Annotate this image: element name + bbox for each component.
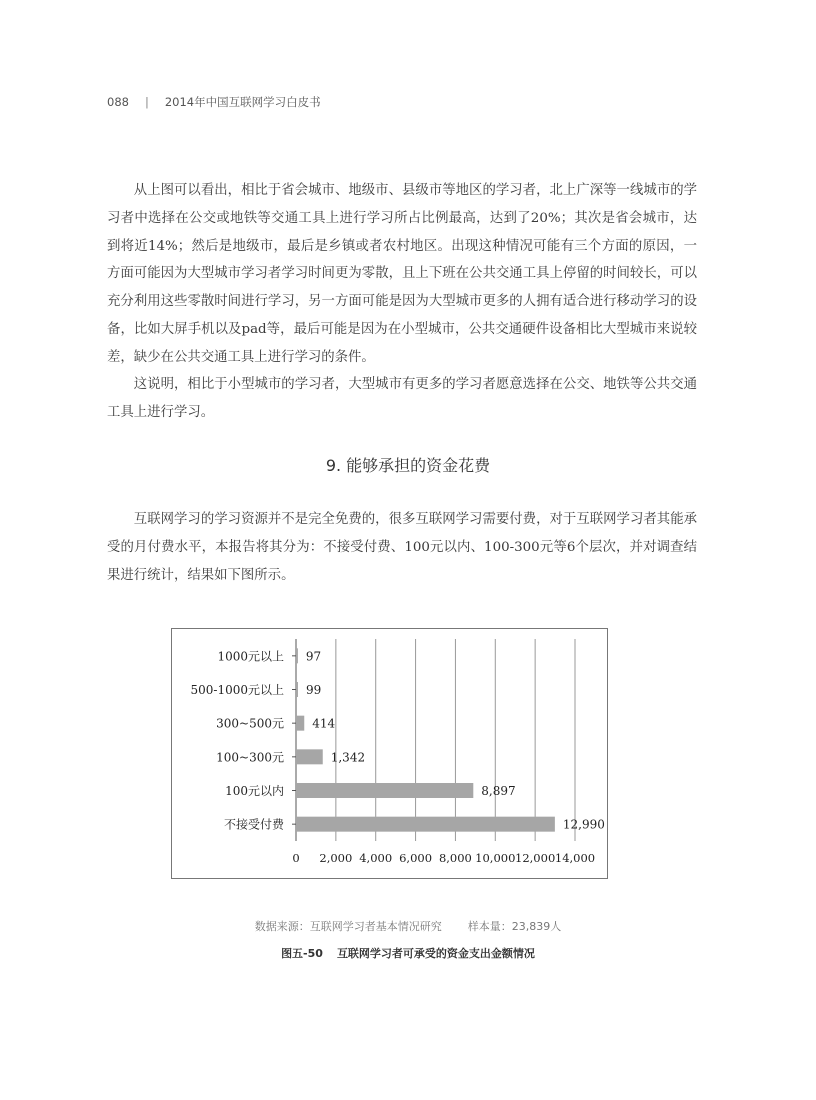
- bar: [296, 716, 304, 731]
- bar: [296, 682, 298, 697]
- value-label: 8,897: [481, 784, 516, 798]
- x-tick-label: 10,000: [475, 851, 516, 865]
- x-tick-label: 8,000: [438, 851, 472, 865]
- category-label: 300~500元: [216, 716, 284, 731]
- bar: [296, 783, 473, 798]
- running-header: [107, 94, 321, 110]
- caption-number: 图五-50: [281, 947, 323, 960]
- category-label: 100~300元: [216, 750, 284, 765]
- caption-text: 互联网学习者可承受的资金支出金额情况: [336, 947, 535, 960]
- sample-label: 样本量：23,839人: [467, 920, 562, 933]
- value-label: 414: [312, 716, 336, 731]
- x-tick-label: 6,000: [399, 851, 433, 865]
- bar: [296, 648, 298, 663]
- value-label: 1,342: [330, 750, 366, 765]
- category-label: 不接受付费: [223, 817, 284, 832]
- value-label: 12,990: [562, 817, 605, 832]
- x-tick-label: 0: [292, 851, 300, 865]
- value-label: 97: [305, 649, 322, 664]
- x-tick-label: 14,000: [554, 851, 596, 865]
- book-title: 2014年中国互联网学习白皮书: [164, 95, 321, 109]
- body-paragraph-2: 这说明，相比于小型城市的学习者，大型城市有更多的学习者愿意选择在公交、地铁等公共交通工具上进行学习。: [107, 377, 697, 420]
- header-separator: |: [144, 95, 149, 109]
- section-title: 9. 能够承担的资金花费: [325, 456, 491, 475]
- bar-chart-svg: [172, 629, 609, 880]
- x-tick-label: 4,000: [359, 851, 393, 865]
- category-label: 1000元以上: [217, 649, 284, 664]
- x-tick-label: 12,000: [515, 851, 556, 865]
- bar: [296, 817, 555, 832]
- page-number: 088: [107, 95, 129, 109]
- body-paragraph-1: 从上图可以看出，相比于省会城市、地级市、县级市等地区的学习者，北上广深等一线城市的学习者中选择在公交或地铁等交通工具上进行学习所占比例最高，达到了20%；其次是省会城市，达到将近14%；然后是地级市，最后是乡镇或者农村地区。出现这种情况可能有三个方面的原因，一方面可能因为大型城市学习者学习时间更为零散，且上下班在公共交通工具上停留的时间较长，可以充分利用这些零散时间进行学习，另一方面可能是因为大型城市更多的人拥有适合进行移动学习的设备，比如大屏手机以及pad等，最后可能是因为在小型城市，公共交通硬件设备相比大型城市来说较差，缺少在公共交通工具上进行学习的条件。: [107, 183, 697, 365]
- source-label: 数据来源：互联网学习者基本情况研究: [254, 920, 442, 933]
- bar-chart: [171, 628, 608, 879]
- category-label: 500-1000元以上: [190, 683, 284, 697]
- figure-source: [0, 918, 816, 934]
- value-label: 99: [305, 683, 322, 697]
- x-tick-label: 2,000: [319, 851, 353, 865]
- figure-caption: [0, 945, 816, 961]
- body-paragraph-3: 互联网学习的学习资源并不是完全免费的，很多互联网学习需要付费，对于互联网学习者其能承受的月付费水平，本报告将其分为：不接受付费、100元以内、100-300元等6个层次，并对调查结果进行统计，结果如下图所示。: [107, 512, 697, 583]
- bar: [296, 749, 323, 764]
- category-label: 100元以内: [225, 784, 284, 798]
